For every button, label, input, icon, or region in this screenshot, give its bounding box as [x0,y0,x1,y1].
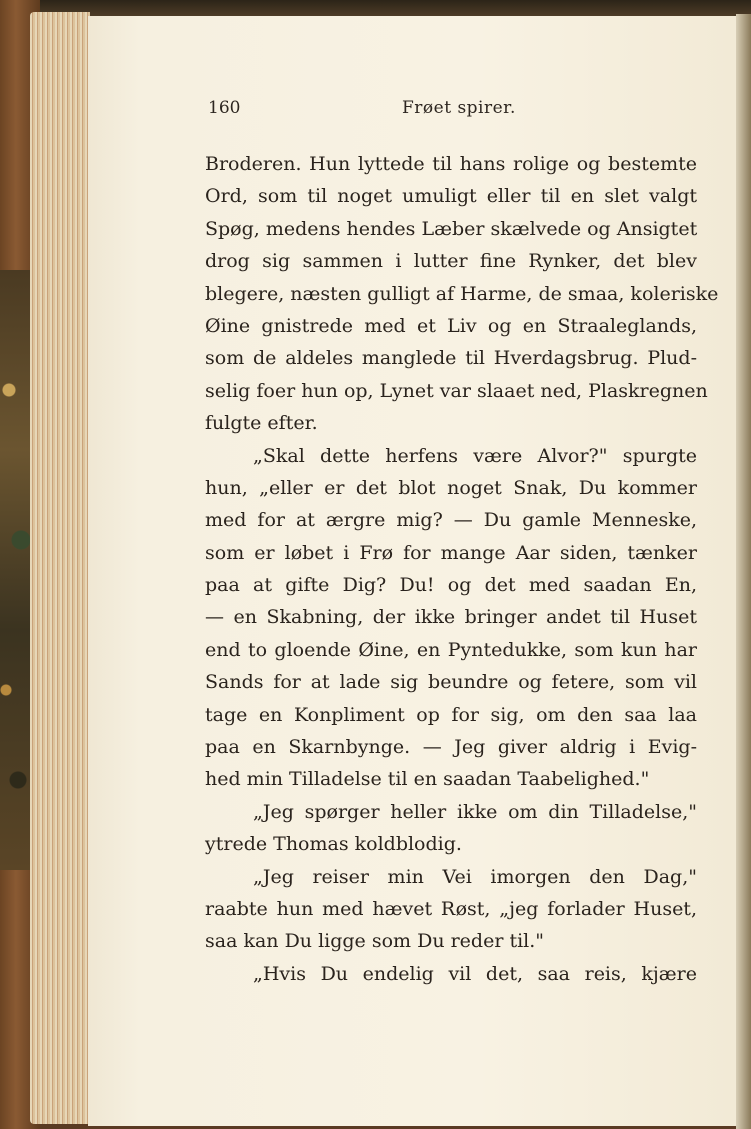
text-line: end to gloende Øine, en Pyntedukke, som kun har [205,638,697,661]
text-line: ytrede Thomas koldblodig. [205,833,462,856]
text-line: saa kan Du ligge som Du reder til." [205,930,545,953]
text-line: „Jeg reiser min Vei imorgen den Dag," [253,865,697,888]
page-number: 160 [208,98,241,118]
text-line: Spøg, medens hendes Læber skælvede og Ansigtet [205,217,698,240]
text-line: som er løbet i Frø for mange Aar siden, tænker [205,541,697,564]
text-line: hun, „eller er det blot noget Snak, Du kommer [205,476,697,499]
text-line: paa at gifte Dig? Du! og det med saadan En, [205,574,697,597]
page-edges [30,12,90,1124]
text-line: selig foer hun op, Lynet var slaaet ned, Plaskregnen [205,379,708,402]
running-title: Frøet spirer. [402,98,516,118]
text-line: tage en Konpliment op for sig, om den saa laa [205,703,697,726]
text-line: raabte hun med hævet Røst, „jeg forlader Huset, [205,897,697,920]
text-line: „Skal dette herfens være Alvor?" spurgte [253,444,697,467]
text-line: „Jeg spørger heller ikke om din Tilladelse," [253,800,697,823]
text-line: med for at ærgre mig? — Du gamle Menneske, [205,509,697,532]
text-line: — en Skabning, der ikke bringer andet til Huset [205,606,697,629]
text-line: fulgte efter. [205,412,318,435]
text-line: Øine gnistrede med et Liv og en Straaleglands, [205,314,697,337]
text-line: hed min Tilladelse til en saadan Taabelighed." [205,768,650,791]
text-line: „Hvis Du endelig vil det, saa reis, kjære [253,962,697,985]
text-line: Sands for at lade sig beundre og fetere, som vil [205,671,697,694]
text-line: blegere, næsten gulligt af Harme, de smaa, koleriske [205,282,719,305]
page-header [208,98,698,128]
text-line: drog sig sammen i lutter fine Rynker, det blev [205,250,697,273]
book-top-edge [40,0,751,16]
text-line: som de aldeles manglede til Hverdagsbrug. Plud- [205,347,697,370]
text-line: Broderen. Hun lyttede til hans rolige og bestemte [205,153,697,175]
body-text [205,148,719,990]
page-right-shadow [736,14,751,1129]
text-line: Ord, som til noget umuligt eller til en slet valgt [205,185,697,208]
marbled-endpaper [0,270,30,870]
text-line: paa en Skarnbynge. — Jeg giver aldrig i Evig- [205,736,697,759]
